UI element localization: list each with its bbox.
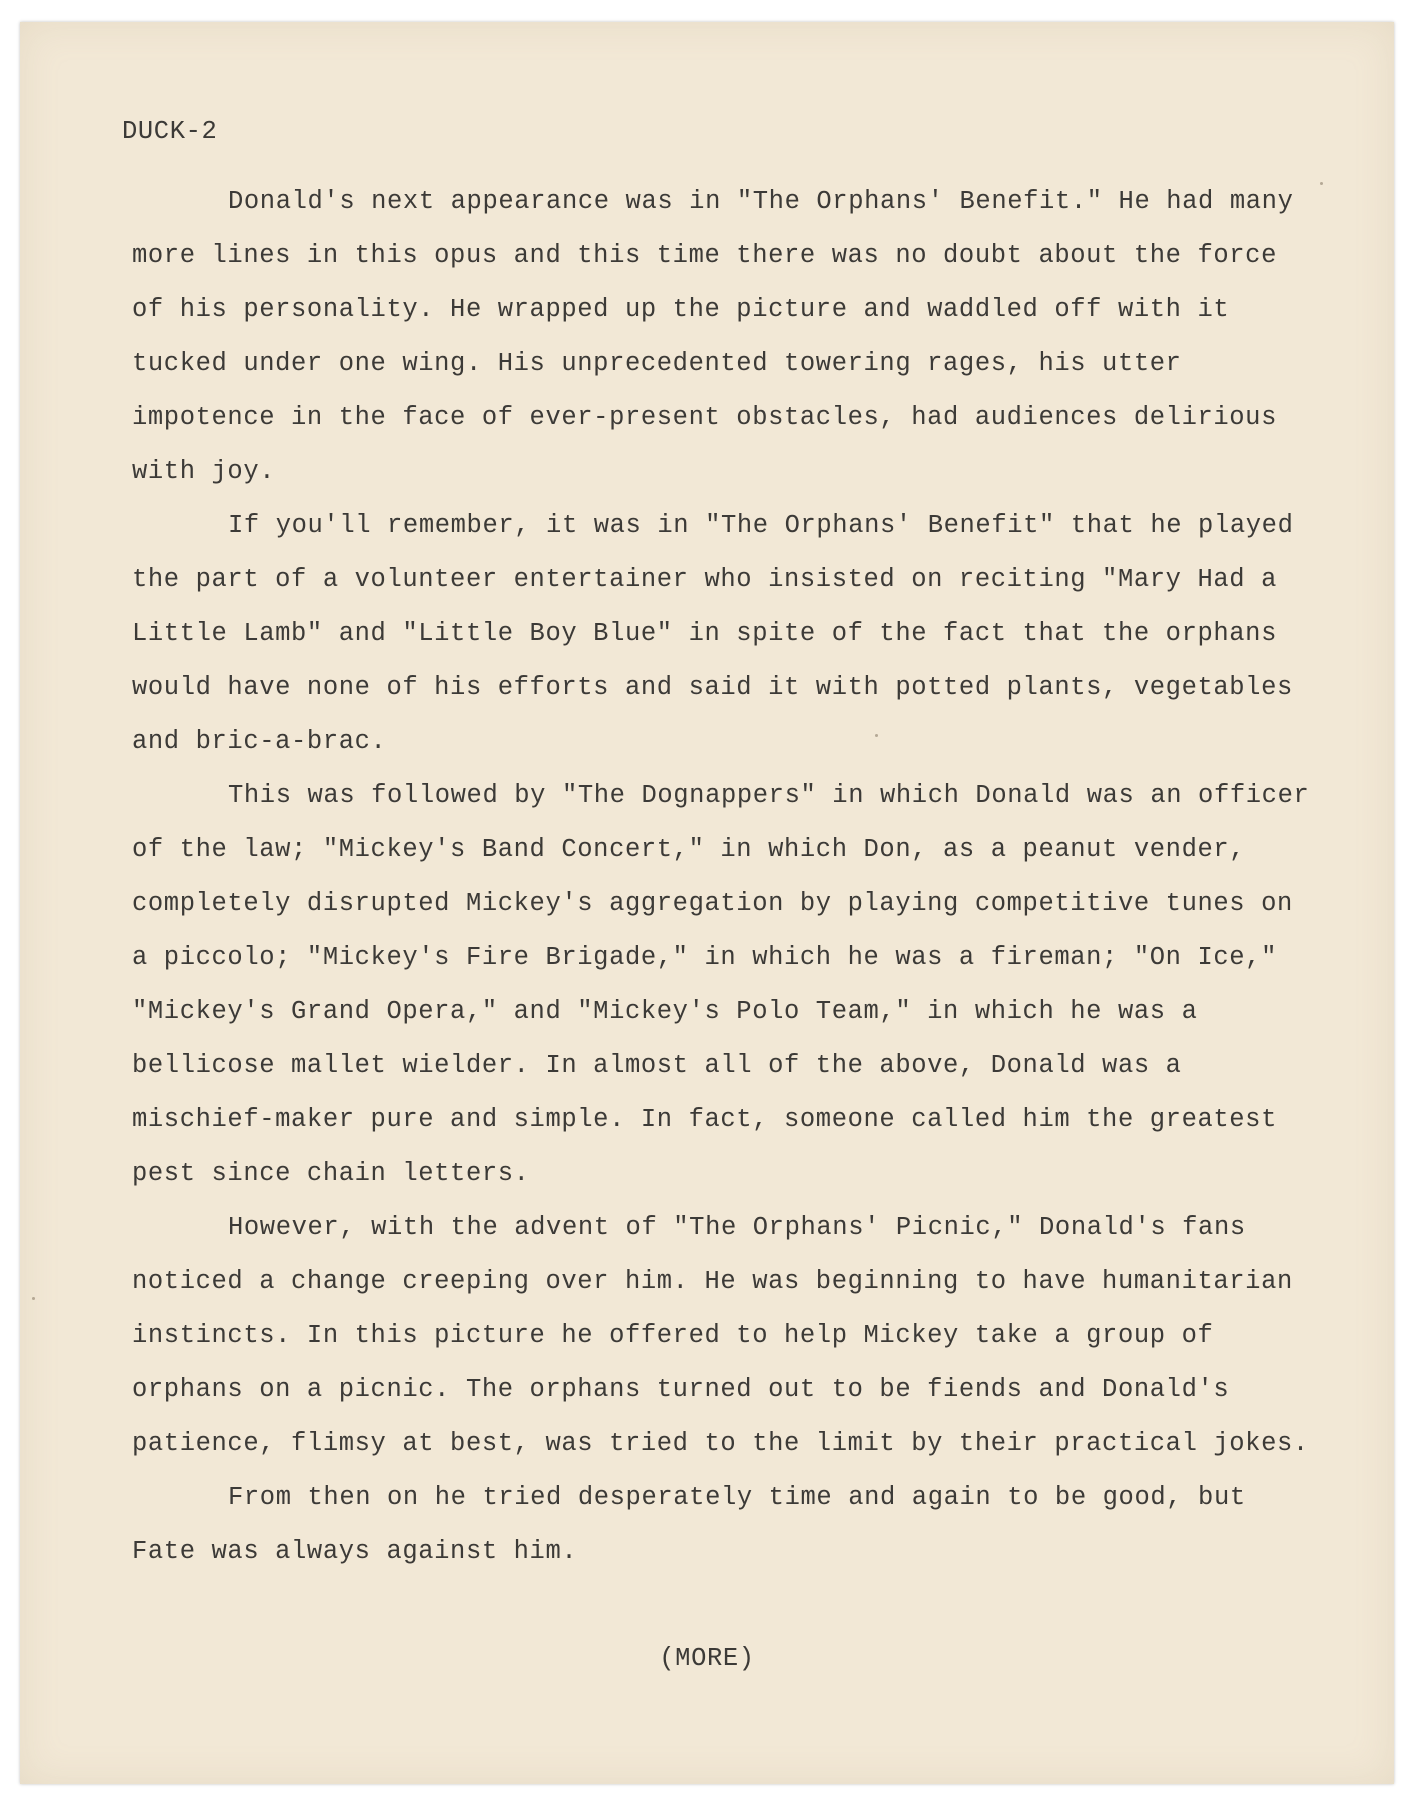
paper-speck (875, 734, 878, 737)
body-text (132, 175, 1312, 1579)
paragraph-2: If you'll remember, it was in "The Orphans' Benefit" that he played the part of a volunteer entertainer who insisted on reciting "Mary Had a Little Lamb" and "Little Boy Blue" in spite of the fact that the orphans would have none of his efforts and said it with potted plants, vegetables and bric-a-brac. (132, 511, 1294, 756)
paragraph-4: However, with the advent of "The Orphans' Picnic," Donald's fans noticed a change creeping over him. He was beginning to have humanitarian instincts. In this picture he offered to help Mickey take a group of orphans on a picnic. The orphans turned out to be fiends and Donald's patience, flimsy at best, was tried to the limit by their practical jokes. (132, 1213, 1309, 1458)
typewritten-page (20, 22, 1394, 1784)
paragraph-5: From then on he tried desperately time and again to be good, but Fate was always against him. (132, 1483, 1246, 1566)
paragraph-3: This was followed by "The Dognappers" in which Donald was an officer of the law; "Mickey's Band Concert," in which Don, as a peanut vender, completely disrupted Mickey's aggregation by playing competitive tunes on a piccolo; "Mickey's Fire Brigade," in which he was a fireman; "On Ice," "Mickey's Grand Opera," and "Mickey's Polo Team," in which he was a bellicose mallet wielder. In almost all of the above, Donald was a mischief-maker pure and simple. In fact, someone called him the greatest pest since chain letters. (132, 781, 1310, 1188)
continuation-marker: (MORE) (659, 1644, 755, 1673)
paragraph-1: Donald's next appearance was in "The Orphans' Benefit." He had many more lines in this opus and this time there was no doubt about the force of his personality. He wrapped up the picture and waddled off with it tucked under one wing. His unprecedented towering rages, his utter impotence in the face of ever-present obstacles, had audiences delirious with joy. (132, 187, 1294, 486)
paper-speck (1320, 182, 1323, 185)
paper-speck (32, 1297, 35, 1300)
page-label: DUCK-2 (122, 117, 218, 146)
